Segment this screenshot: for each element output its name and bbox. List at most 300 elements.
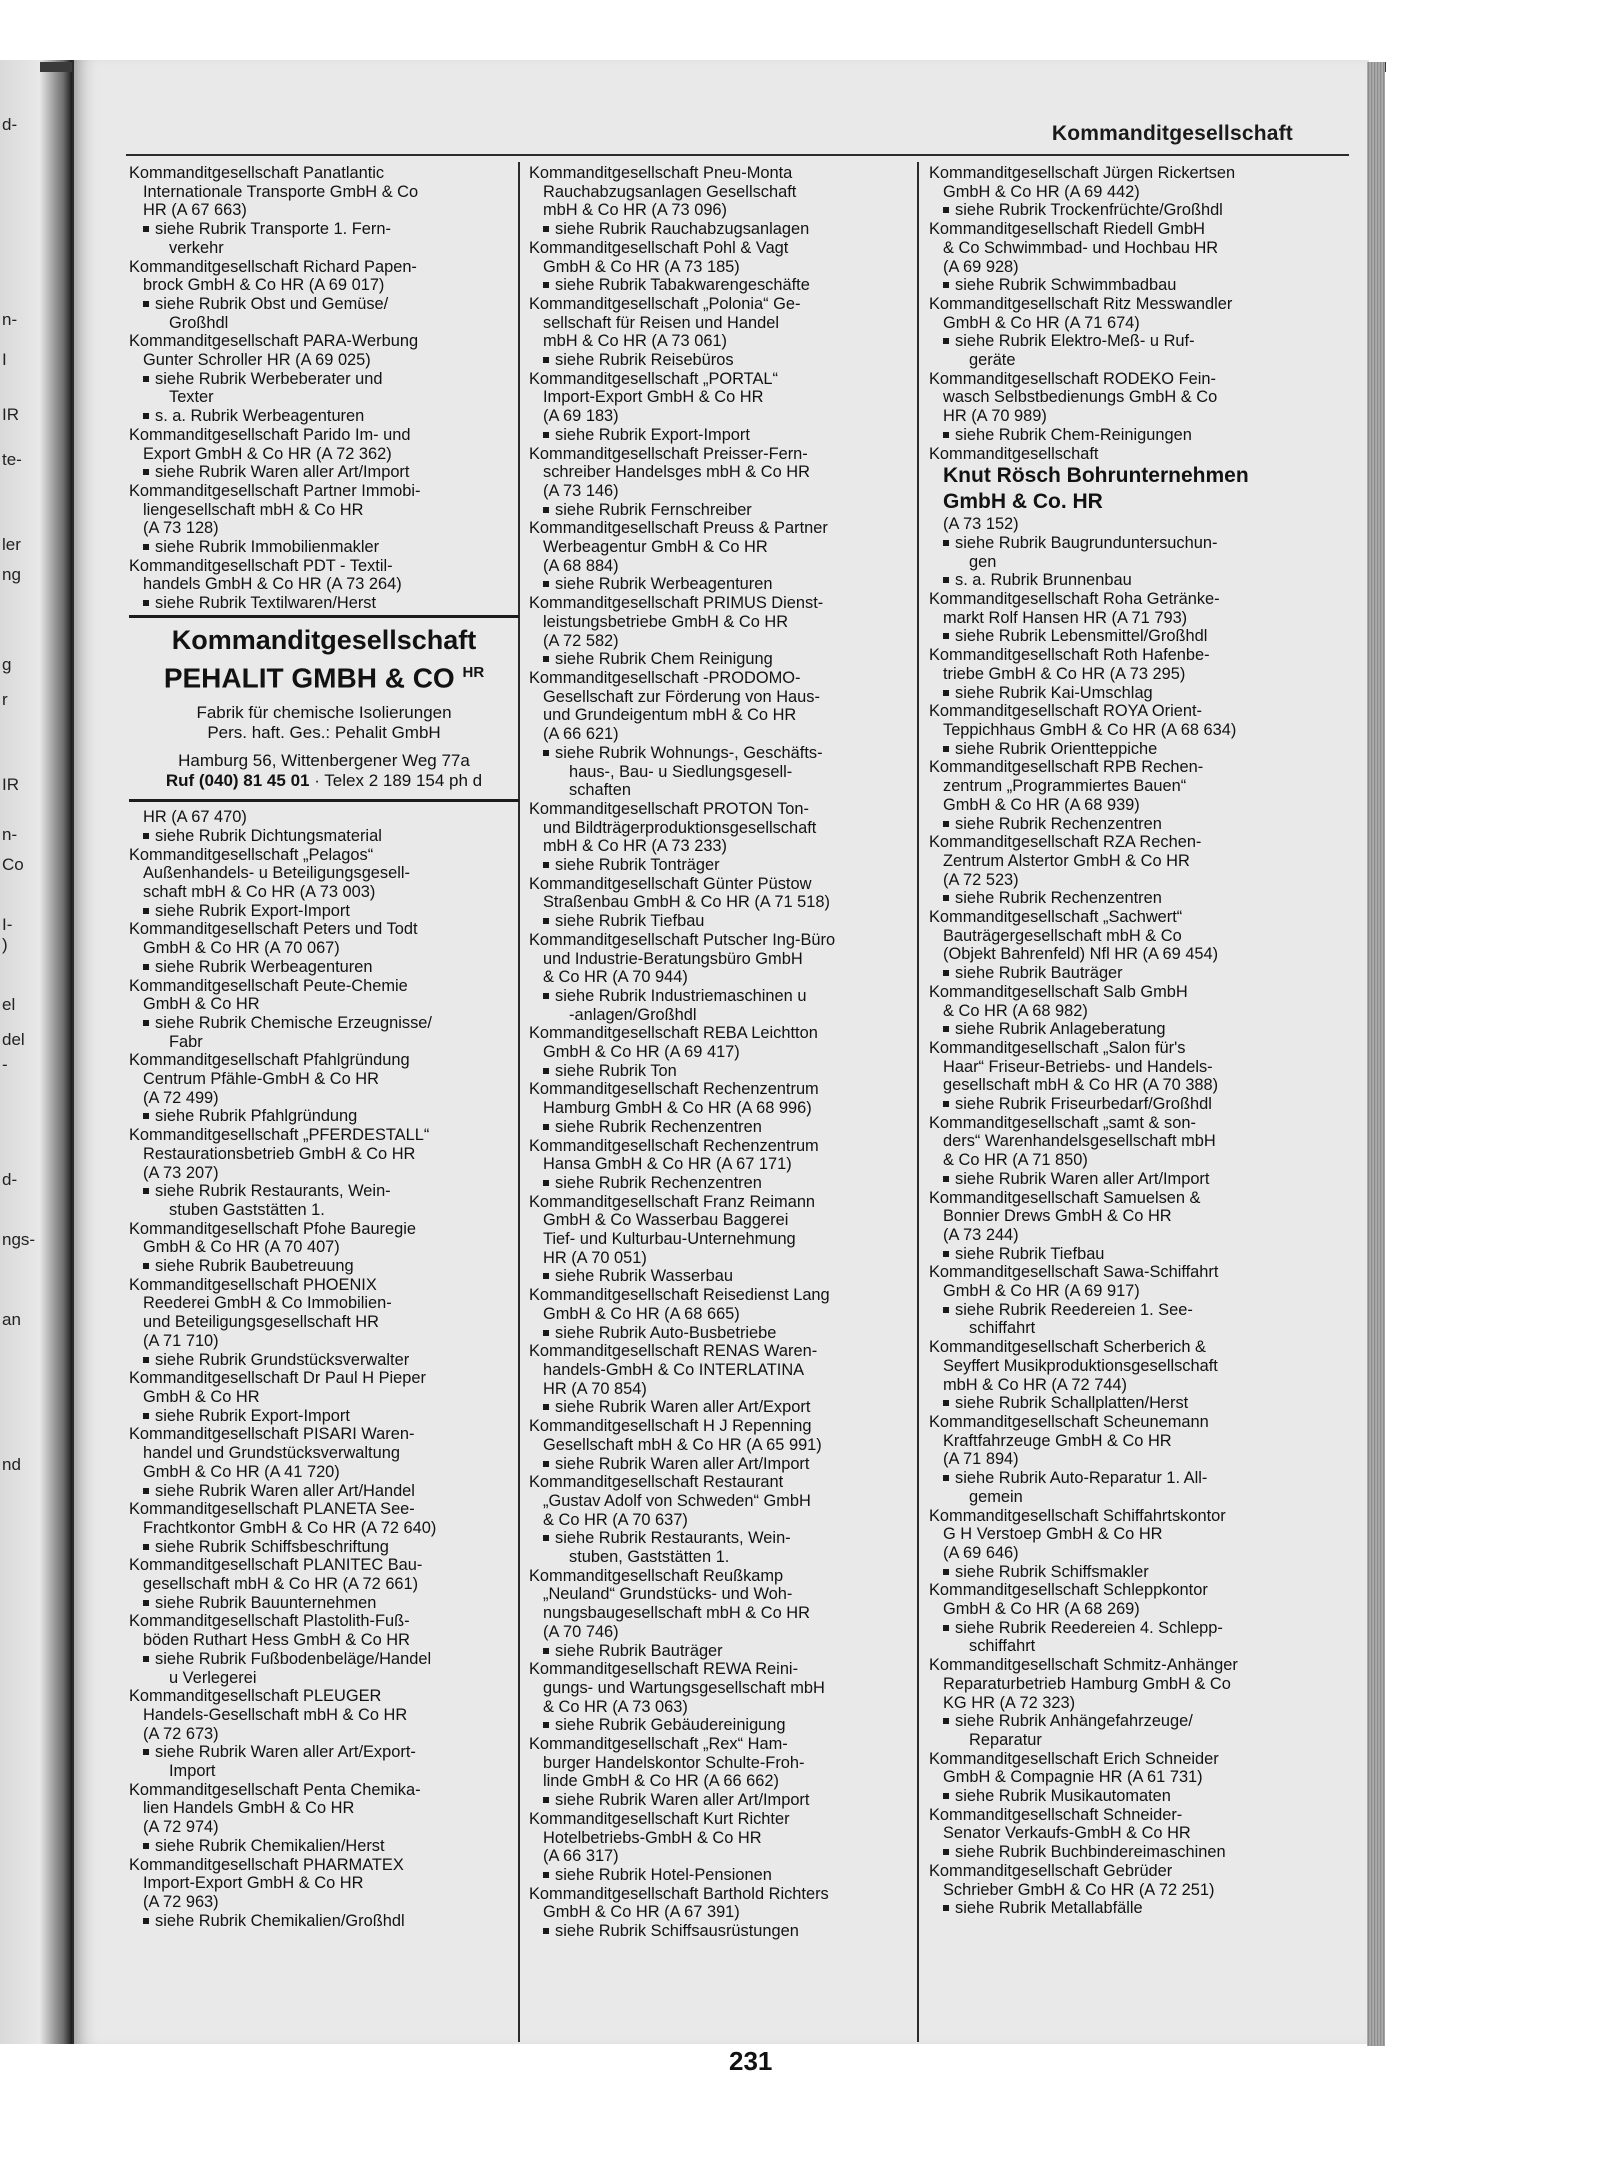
rubric-reference <box>929 964 1319 983</box>
entry-continuation: handels-GmbH & Co INTERLATINA <box>543 1361 805 1379</box>
entry-continuation: und Beteiligungsgesellschaft HR <box>143 1313 379 1332</box>
entry-heading: Kommanditgesellschaft Pfohe Bauregie <box>129 1219 417 1238</box>
rubric-reference <box>529 856 919 875</box>
rubric-text: siehe Rubrik Rauchabzugsanlagen <box>555 220 810 239</box>
rubric-text: siehe Rubrik Schwimmbadbau <box>955 276 1177 295</box>
entry-continuation: GmbH & Co HR (A 41 720) <box>143 1462 340 1481</box>
entry-continuation: (A 72 499) <box>143 1088 219 1107</box>
rubric-text: siehe Rubrik Restaurants, Wein- <box>155 1182 391 1201</box>
entry-continuation: Hotelbetriebs-GmbH & Co HR <box>543 1828 762 1847</box>
rubric-reference <box>929 571 1319 590</box>
entry-heading: Kommanditgesellschaft RENAS Waren- <box>529 1342 818 1361</box>
entry-heading: Kommanditgesellschaft PROTON Ton- <box>529 799 809 818</box>
header-rule <box>126 154 1349 156</box>
bullet-icon <box>143 833 149 839</box>
entry-continuation: HR (A 67 470) <box>143 808 247 827</box>
rubric-reference <box>529 1398 919 1417</box>
entry-continuation: HR (A 70 989) <box>943 407 1047 426</box>
rubric-text: siehe Rubrik Tiefbau <box>955 1244 1105 1263</box>
rubric-reference <box>129 1182 519 1201</box>
entry-continuation: Centrum Pfähle-GmbH & Co HR <box>143 1070 379 1089</box>
entry-continuation: und Industrie-Beratungsbüro GmbH <box>543 949 803 968</box>
entry-continuation: HR (A 67 663) <box>143 201 247 220</box>
bullet-icon <box>143 544 149 550</box>
bullet-icon <box>543 1330 549 1336</box>
entry-continuation: handel und Grundstücksverwaltung <box>143 1444 400 1463</box>
rubric-reference <box>529 276 919 295</box>
entry-continuation: Gesellschaft zur Förderung von Haus- <box>543 687 820 706</box>
bullet-icon <box>943 690 949 696</box>
bullet-icon <box>143 1113 149 1119</box>
bullet-icon <box>543 1648 549 1654</box>
rubric-text: siehe Rubrik Transporte 1. Fern- <box>155 220 391 239</box>
facing-page-fragment: ) <box>2 935 8 954</box>
bullet-icon <box>943 746 949 752</box>
rubric-text: siehe Rubrik Werbeagenturen <box>555 575 773 594</box>
rubric-reference <box>129 902 519 921</box>
entry-continuation: Rauchabzugsanlagen Gesellschaft <box>543 182 797 201</box>
rubric-reference <box>929 1619 1319 1638</box>
entry-continuation: (A 72 974) <box>143 1818 219 1837</box>
entry-heading: Kommanditgesellschaft Putscher Ing-Büro <box>529 930 836 949</box>
entry-continuation: (Objekt Bahrenfeld) Nfl HR (A 69 454) <box>943 945 1219 964</box>
bullet-icon <box>143 1357 149 1363</box>
entry-heading: Kommanditgesellschaft Schneider- <box>929 1805 1183 1824</box>
rubric-reference <box>529 744 919 763</box>
rubric-text: siehe Rubrik Ton <box>555 1061 677 1080</box>
rubric-text: siehe Rubrik Obst und Gemüse/ <box>155 294 389 313</box>
entry-heading: Kommanditgesellschaft Gebrüder <box>929 1861 1173 1880</box>
entry-continuation: Schrieber GmbH & Co HR (A 72 251) <box>943 1880 1215 1899</box>
rubric-reference <box>929 1245 1319 1264</box>
bullet-icon <box>943 1101 949 1107</box>
bullet-icon <box>543 507 549 513</box>
entry-rubric-continuation: schiffahrt <box>969 1319 1036 1338</box>
facing-page-fragment: IR <box>2 775 19 794</box>
entry-continuation: (A 70 746) <box>543 1622 619 1641</box>
entry-heading: Kommanditgesellschaft Scherberich & <box>929 1338 1206 1357</box>
bullet-icon <box>943 207 949 213</box>
entry-continuation: gesellschaft mbH & Co HR (A 70 388) <box>943 1076 1219 1095</box>
entry-continuation: GmbH & Co HR <box>143 995 260 1014</box>
rubric-reference <box>529 1062 919 1081</box>
rubric-reference <box>129 827 519 846</box>
bullet-icon <box>943 432 949 438</box>
rubric-text: siehe Rubrik Orientteppiche <box>955 739 1158 758</box>
entry-continuation: burger Handelskontor Schulte-Froh- <box>543 1753 805 1772</box>
rubric-reference <box>529 426 919 445</box>
entry-continuation: (A 69 183) <box>543 407 619 426</box>
entry-continuation: Zentrum Alstertor GmbH & Co HR <box>943 851 1190 870</box>
entry-rubric-continuation: Reparatur <box>969 1730 1042 1749</box>
entry-continuation: Gunter Schroller HR (A 69 025) <box>143 351 371 370</box>
rubric-reference <box>929 684 1319 703</box>
rubric-reference <box>129 1538 519 1557</box>
bullet-icon <box>143 1656 149 1662</box>
bullet-icon <box>943 540 949 546</box>
bullet-icon <box>943 1569 949 1575</box>
entry-continuation: Reparaturbetrieb Hamburg GmbH & Co <box>943 1674 1231 1693</box>
rubric-reference <box>529 1267 919 1286</box>
entry-heading: Kommanditgesellschaft Preuss & Partner <box>529 519 828 538</box>
entry-heading: Kommanditgesellschaft Peters und Todt <box>129 920 418 939</box>
rubric-text: siehe Rubrik Schiffsmakler <box>955 1562 1149 1581</box>
entry-continuation: KG HR (A 72 323) <box>943 1693 1076 1712</box>
facing-page-fragment: - <box>2 1055 8 1074</box>
entry-continuation: (A 73 146) <box>543 481 619 500</box>
column-3 <box>929 164 1319 2039</box>
bullet-icon <box>943 1475 949 1481</box>
rubric-reference <box>529 1529 919 1548</box>
entry-heading: Kommanditgesellschaft Sawa-Schiffahrt <box>929 1263 1219 1282</box>
ad-address: Hamburg 56, Wittenbergener Weg 77a <box>178 751 470 771</box>
rubric-text: siehe Rubrik Chem-Reinigungen <box>955 425 1192 444</box>
bullet-icon <box>143 301 149 307</box>
entry-continuation: & Co HR (A 70 944) <box>543 968 688 987</box>
bullet-icon <box>143 1749 149 1755</box>
rubric-text: siehe Rubrik Rechenzentren <box>555 1173 762 1192</box>
rubric-reference <box>129 1912 519 1931</box>
entry-heading: Kommanditgesellschaft REWA Reini- <box>529 1660 799 1679</box>
bullet-icon <box>543 1068 549 1074</box>
bullet-icon <box>143 1843 149 1849</box>
bullet-icon <box>943 633 949 639</box>
rubric-reference <box>529 1866 919 1885</box>
entry-heading: Kommanditgesellschaft Plastolith-Fuß- <box>129 1612 410 1631</box>
entry-heading: Kommanditgesellschaft Parido Im- und <box>129 425 411 444</box>
entry-continuation: böden Ruthart Hess GmbH & Co HR <box>143 1631 410 1650</box>
entry-continuation: schaft mbH & Co HR (A 73 003) <box>143 883 376 902</box>
bullet-icon <box>543 750 549 756</box>
bullet-icon <box>543 581 549 587</box>
rubric-reference <box>929 815 1319 834</box>
rubric-reference <box>529 220 919 239</box>
rubric-text: s. a. Rubrik Werbeagenturen <box>155 407 365 426</box>
rubric-reference <box>929 1095 1319 1114</box>
rubric-reference <box>529 575 919 594</box>
rubric-reference <box>529 1642 919 1661</box>
bullet-icon <box>943 1400 949 1406</box>
bullet-icon <box>943 821 949 827</box>
rubric-reference <box>529 1118 919 1137</box>
entry-continuation: Haar“ Friseur-Betriebs- und Handels- <box>943 1057 1213 1076</box>
rubric-text: siehe Rubrik Grundstücksverwalter <box>155 1350 410 1369</box>
entry-continuation: (A 69 928) <box>943 257 1019 276</box>
entry-heading: Kommanditgesellschaft Roth Hafenbe- <box>929 646 1210 665</box>
rubric-text: siehe Rubrik Immobilienmakler <box>155 538 380 557</box>
rubric-text: siehe Rubrik Rechenzentren <box>955 814 1162 833</box>
rubric-text: siehe Rubrik Schiffsausrüstungen <box>555 1922 799 1941</box>
rubric-reference <box>929 201 1319 220</box>
entry-continuation: Gesellschaft mbH & Co HR (A 65 991) <box>543 1435 822 1454</box>
entry-continuation: (A 69 646) <box>943 1543 1019 1562</box>
bullet-icon <box>543 1797 549 1803</box>
entry-rubric-continuation: schiffahrt <box>969 1637 1036 1656</box>
entry-heading: Kommanditgesellschaft H J Repenning <box>529 1417 812 1436</box>
entry-heading: Kommanditgesellschaft Günter Püstow <box>529 874 812 893</box>
rubric-reference <box>529 501 919 520</box>
bullet-icon <box>143 908 149 914</box>
entry-continuation: (A 72 963) <box>143 1892 219 1911</box>
entry-rubric-continuation: Fabr <box>169 1032 203 1051</box>
entry-heading: Kommanditgesellschaft RPB Rechen- <box>929 758 1204 777</box>
entry-heading: Kommanditgesellschaft „PFERDESTALL“ <box>129 1126 430 1145</box>
rubric-text: siehe Rubrik Export-Import <box>155 1406 350 1425</box>
entry-continuation: „Neuland“ Grundstücks- und Woh- <box>543 1585 793 1604</box>
rubric-text: siehe Rubrik Musikautomaten <box>955 1787 1171 1806</box>
entry-continuation: wasch Selbstbedienungs GmbH & Co <box>943 388 1218 407</box>
entry-continuation: GmbH & Co HR (A 69 417) <box>543 1043 740 1062</box>
entry-heading: Kommanditgesellschaft „Polonia“ Ge- <box>529 294 801 313</box>
rubric-reference <box>529 1455 919 1474</box>
rubric-reference <box>129 463 519 482</box>
rubric-text: siehe Rubrik Schallplatten/Herst <box>955 1394 1189 1413</box>
entry-rubric-continuation: stuben, Gaststätten 1. <box>569 1548 730 1567</box>
rubric-reference <box>129 1257 519 1276</box>
entry-heading: Kommanditgesellschaft Reisedienst Lang <box>529 1286 830 1305</box>
rubric-reference <box>929 740 1319 759</box>
rubric-reference <box>129 1482 519 1501</box>
entry-continuation: GmbH & Co HR (A 68 939) <box>943 795 1140 814</box>
entry-heading: Kommanditgesellschaft Schmitz-Anhänger <box>929 1656 1238 1675</box>
entry-continuation: GmbH & Co HR (A 71 674) <box>943 313 1140 332</box>
entry-continuation: „Gustav Adolf von Schweden“ GmbH <box>543 1491 811 1510</box>
rubric-text: siehe Rubrik Fußbodenbeläge/Handel <box>155 1649 432 1668</box>
rubric-text: siehe Rubrik Waren aller Art/Import <box>555 1454 810 1473</box>
entry-heading: Kommanditgesellschaft Schleppkontor <box>929 1581 1208 1600</box>
rubric-reference <box>929 426 1319 445</box>
bullet-icon <box>943 895 949 901</box>
entry-continuation: (A 73 207) <box>143 1163 219 1182</box>
entry-continuation: (A 68 884) <box>543 556 619 575</box>
entry-continuation: Frachtkontor GmbH & Co HR (A 72 640) <box>143 1518 437 1537</box>
entry-heading: Kommanditgesellschaft „Salon für's <box>929 1038 1186 1057</box>
entry-heading: Kommanditgesellschaft PHOENIX <box>129 1275 377 1294</box>
entry-continuation: & Co Schwimmbad- und Hochbau HR <box>943 238 1219 257</box>
bullet-icon <box>943 577 949 583</box>
entry-rubric-continuation: Großhdl <box>169 313 229 332</box>
column-1 <box>129 164 519 2039</box>
entry-heading: Kommanditgesellschaft „samt & son- <box>929 1113 1196 1132</box>
bullet-icon <box>143 226 149 232</box>
rubric-text: siehe Rubrik Waren aller Art/Export <box>555 1398 811 1417</box>
bullet-icon <box>543 226 549 232</box>
bullet-icon <box>543 1273 549 1279</box>
rubric-text: siehe Rubrik Anlageberatung <box>955 1020 1166 1039</box>
rubric-text: siehe Rubrik Auto-Busbetriebe <box>555 1323 777 1342</box>
rubric-text: siehe Rubrik Auto-Reparatur 1. All- <box>955 1469 1208 1488</box>
rubric-text: siehe Rubrik Tabakwarengeschäfte <box>555 276 810 295</box>
entry-rubric-continuation: gen <box>969 552 997 571</box>
entry-heading: Kommanditgesellschaft Restaurant <box>529 1473 784 1492</box>
rubric-reference <box>129 1594 519 1613</box>
ad-company-name-text: PEHALIT GMBH & CO <box>163 662 455 694</box>
entry-continuation: Senator Verkaufs-GmbH & Co HR <box>943 1824 1191 1843</box>
bullet-icon <box>143 1600 149 1606</box>
rubric-reference <box>129 407 519 426</box>
page-stack-edge <box>1367 62 1385 2046</box>
entry-continuation: (A 71 894) <box>943 1450 1019 1469</box>
facing-page-fragment: el <box>2 995 16 1014</box>
entry-continuation: (A 66 317) <box>543 1847 619 1866</box>
entry-continuation: triebe GmbH & Co HR (A 73 295) <box>943 664 1186 683</box>
rubric-reference <box>929 1563 1319 1582</box>
bullet-icon <box>543 1461 549 1467</box>
entry-continuation: brock GmbH & Co HR (A 69 017) <box>143 276 385 295</box>
facing-page-fragment: I- <box>2 915 13 934</box>
entry-heading: Kommanditgesellschaft PLANITEC Bau- <box>129 1556 423 1575</box>
rubric-reference <box>529 351 919 370</box>
entry-continuation: & Co HR (A 73 063) <box>543 1697 688 1716</box>
entry-heading: Kommanditgesellschaft PLANETA See- <box>129 1500 415 1519</box>
bullet-icon <box>143 600 149 606</box>
entry-heading: Kommanditgesellschaft <box>929 444 1099 463</box>
bullet-icon <box>943 1307 949 1313</box>
rubric-reference <box>529 987 919 1006</box>
entry-continuation: lien Handels GmbH & Co HR <box>143 1799 355 1818</box>
entry-heading: Kommanditgesellschaft PDT - Textil- <box>129 556 393 575</box>
entry-continuation: (A 73 244) <box>943 1225 1019 1244</box>
rubric-reference <box>129 538 519 557</box>
page-number: 231 <box>729 2046 773 2076</box>
rubric-text: siehe Rubrik Metallabfälle <box>955 1899 1143 1918</box>
rubric-reference <box>929 276 1319 295</box>
rubric-reference <box>929 627 1319 646</box>
rubric-reference <box>929 1899 1319 1918</box>
rubric-text: siehe Rubrik Werbeagenturen <box>155 957 373 976</box>
entry-rubric-continuation: -anlagen/Großhdl <box>569 1005 697 1024</box>
entry-continuation: liengesellschaft mbH & Co HR <box>143 500 364 519</box>
entry-continuation: Bauträgergesellschaft mbH & Co <box>943 926 1182 945</box>
entry-continuation: Außenhandels- u Beteiligungsgesell- <box>143 864 410 883</box>
rubric-text: siehe Rubrik Chemikalien/Großhdl <box>155 1911 405 1930</box>
entry-rubric-continuation: stuben Gaststätten 1. <box>169 1200 325 1219</box>
facing-page-fragment: g <box>2 655 12 674</box>
rubric-reference <box>929 1469 1319 1488</box>
entry-heading: Kommanditgesellschaft „Rex“ Ham- <box>529 1735 788 1754</box>
entry-heading: Kommanditgesellschaft Peute-Chemie <box>129 976 408 995</box>
rubric-text: siehe Rubrik Chem Reinigung <box>555 650 773 669</box>
entry-continuation: gesellschaft mbH & Co HR (A 72 661) <box>143 1575 419 1594</box>
ad-contact-line <box>129 771 519 791</box>
entry-continuation: GmbH & Co HR (A 70 407) <box>143 1238 340 1257</box>
rubric-text: siehe Rubrik Waren aller Art/Import <box>155 463 410 482</box>
rubric-text: siehe Rubrik Waren aller Art/Import <box>955 1169 1210 1188</box>
entry-heading: Kommanditgesellschaft Partner Immobi- <box>129 481 421 500</box>
entry-continuation: & Co HR (A 68 982) <box>943 1001 1088 1020</box>
bullet-icon <box>543 993 549 999</box>
entry-continuation: GmbH & Compagnie HR (A 61 731) <box>943 1768 1203 1787</box>
rubric-text: siehe Rubrik Waren aller Art/Import <box>555 1791 810 1810</box>
entry-heading: Kommanditgesellschaft Riedell GmbH <box>929 220 1206 239</box>
entry-continuation: (A 73 152) <box>943 515 1019 534</box>
entry-heading: Kommanditgesellschaft Pfahlgründung <box>129 1051 410 1070</box>
bullet-icon <box>543 1404 549 1410</box>
entry-continuation: (A 72 673) <box>143 1724 219 1743</box>
facing-page-fragment: ler <box>2 535 21 554</box>
entry-continuation: und Grundeigentum mbH & Co HR <box>543 706 797 725</box>
entry-continuation: Internationale Transporte GmbH & Co <box>143 182 419 201</box>
entry-heading: Kommanditgesellschaft Erich Schneider <box>929 1749 1219 1768</box>
ad-company-type: Kommanditgesellschaft <box>171 624 477 655</box>
entry-heading: Kommanditgesellschaft Samuelsen & <box>929 1188 1201 1207</box>
rubric-reference <box>129 1407 519 1426</box>
bullet-icon <box>543 282 549 288</box>
entry-continuation: Hamburg GmbH & Co HR (A 68 996) <box>543 1099 812 1118</box>
entry-continuation: mbH & Co HR (A 72 744) <box>943 1375 1128 1394</box>
bullet-icon <box>543 1928 549 1934</box>
rubric-reference <box>529 650 919 669</box>
rubric-reference <box>929 1394 1319 1413</box>
entry-heading: Kommanditgesellschaft Richard Papen- <box>129 257 417 276</box>
rubric-text: siehe Rubrik Waren aller Art/Export- <box>155 1743 416 1762</box>
running-head: Kommanditgesellschaft <box>1051 122 1293 145</box>
rubric-text: siehe Rubrik Fernschreiber <box>555 500 752 519</box>
entry-continuation: Werbeagentur GmbH & Co HR <box>543 538 768 557</box>
entry-continuation: (A 72 523) <box>943 870 1019 889</box>
rubric-text: siehe Rubrik Baugrunduntersuchun- <box>955 533 1218 552</box>
bullet-icon <box>943 970 949 976</box>
entry-heading: Kommanditgesellschaft PARA-Werbung <box>129 332 419 351</box>
entry-continuation: leistungsbetriebe GmbH & Co HR <box>543 612 789 631</box>
column-2 <box>529 164 919 2039</box>
bullet-icon <box>543 1535 549 1541</box>
facing-page-edge <box>0 60 72 2044</box>
bullet-icon <box>943 1026 949 1032</box>
rubric-text: siehe Rubrik Reedereien 1. See- <box>955 1300 1193 1319</box>
entry-continuation: und Bildträgerproduktionsgesellschaft <box>543 818 817 837</box>
entry-continuation: (A 72 582) <box>543 631 619 650</box>
entry-continuation: Import-Export GmbH & Co HR <box>543 388 764 407</box>
entry-continuation: zentrum „Programmiertes Bauen“ <box>943 777 1187 796</box>
ad-partner-line: Pers. haft. Ges.: Pehalit GmbH <box>207 723 441 743</box>
entry-continuation: G H Verstoep GmbH & Co HR <box>943 1525 1163 1544</box>
entry-continuation: Import-Export GmbH & Co HR <box>143 1874 364 1893</box>
entry-heading: Kommanditgesellschaft Salb GmbH <box>929 982 1188 1001</box>
entry-heading: Kommanditgesellschaft Dr Paul H Pieper <box>129 1369 426 1388</box>
bullet-icon <box>143 964 149 970</box>
facing-page-fragment: r <box>2 690 8 709</box>
bullet-icon <box>143 1020 149 1026</box>
rubric-text: siehe Rubrik Tonträger <box>555 856 720 875</box>
entry-continuation: & Co HR (A 70 637) <box>543 1510 688 1529</box>
entry-continuation: (A 66 621) <box>543 725 619 744</box>
entry-heading: Kommanditgesellschaft Reußkamp <box>529 1566 784 1585</box>
rubric-text: siehe Rubrik Elektro-Meß- u Ruf- <box>955 332 1195 351</box>
entry-heading: Kommanditgesellschaft Penta Chemika- <box>129 1780 421 1799</box>
rubric-text: siehe Rubrik Reedereien 4. Schlepp- <box>955 1618 1223 1637</box>
rubric-text: siehe Rubrik Textilwaren/Herst <box>155 594 377 613</box>
bullet-icon <box>143 376 149 382</box>
rubric-text: siehe Rubrik Gebäudereinigung <box>555 1716 786 1735</box>
entry-continuation: Kraftfahrzeuge GmbH & Co HR <box>943 1431 1172 1450</box>
rubric-text: siehe Rubrik Kai-Umschlag <box>955 683 1153 702</box>
entry-heading: Kommanditgesellschaft „PORTAL“ <box>529 369 778 388</box>
entry-continuation: markt Rolf Hansen HR (A 71 793) <box>943 608 1188 627</box>
entry-continuation: HR (A 70 854) <box>543 1379 647 1398</box>
facing-page-fragment: ng <box>2 565 21 584</box>
entry-rubric-continuation: verkehr <box>169 238 224 257</box>
entry-heading: Kommanditgesellschaft Roha Getränke- <box>929 590 1220 609</box>
entry-continuation: Hansa GmbH & Co HR (A 67 171) <box>543 1155 792 1174</box>
facing-page-fragment: n- <box>2 825 18 844</box>
entry-heading: Kommanditgesellschaft PISARI Waren- <box>129 1425 415 1444</box>
bullet-icon <box>543 1124 549 1130</box>
bullet-icon <box>943 282 949 288</box>
entry-heading: Kommanditgesellschaft Pneu-Monta <box>529 164 793 182</box>
entry-continuation: Handels-Gesellschaft mbH & Co HR <box>143 1705 408 1724</box>
bullet-icon <box>543 656 549 662</box>
